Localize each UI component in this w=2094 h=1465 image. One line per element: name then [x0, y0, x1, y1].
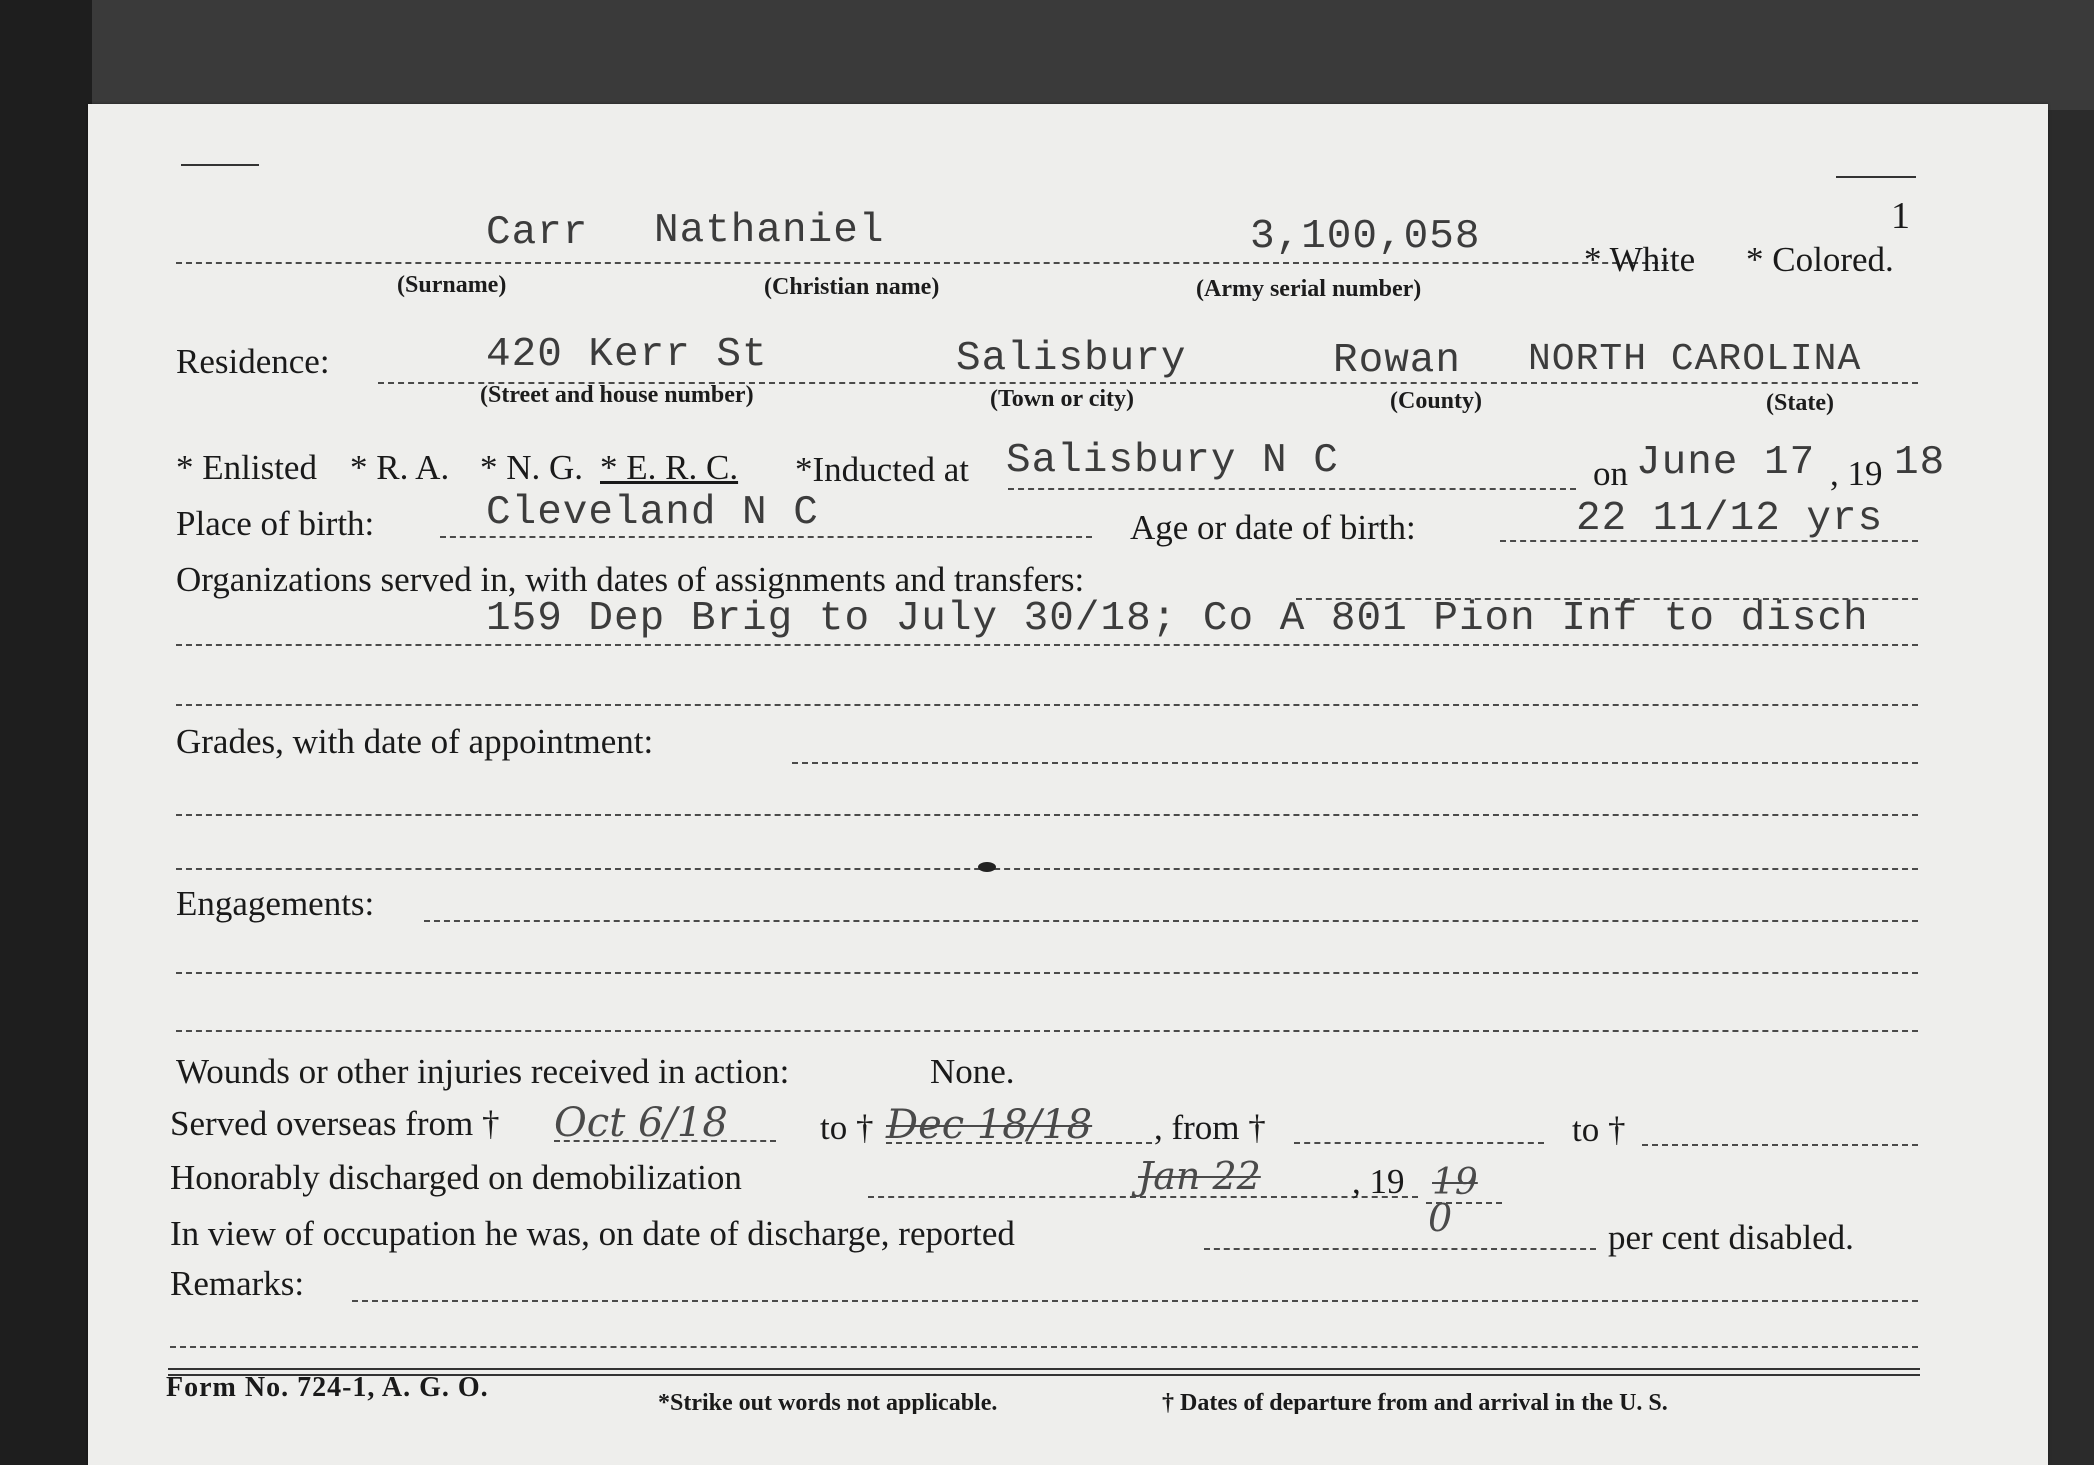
- on-label: on: [1593, 454, 1628, 493]
- grades-line-0: [792, 762, 1918, 764]
- organizations-value: 159 Dep Brig to July 30/18; Co A 801 Pion Inf to disch: [486, 596, 1869, 642]
- remarks-line-1: [170, 1346, 1918, 1348]
- erc-label: * E. R. C.: [600, 448, 739, 487]
- service-record-card: [88, 104, 2048, 1465]
- overseas-from2-line: [1294, 1142, 1544, 1144]
- inducted-at-value: Salisbury N C: [1006, 438, 1339, 484]
- dates-note: † Dates of departure from and arrival in the U. S.: [1162, 1390, 1668, 1414]
- engagements-label: Engagements:: [176, 884, 375, 923]
- discharge-date-value: Jan 22: [1138, 1154, 1261, 1198]
- residence-town-value: Salisbury: [956, 336, 1187, 382]
- organizations-label: Organizations served in, with dates of assignments and transfers:: [176, 560, 1085, 599]
- overseas-to-label: to †: [820, 1108, 874, 1147]
- discharge-year-value: 19: [1432, 1162, 1478, 1203]
- residence-label: Residence:: [176, 342, 330, 381]
- place-of-birth-label: Place of birth:: [176, 504, 375, 543]
- wounds-value: None.: [930, 1052, 1015, 1091]
- surname-value: Carr: [486, 210, 589, 256]
- served-overseas-label: Served overseas from †: [170, 1104, 500, 1143]
- town-caption: (Town or city): [990, 386, 1134, 412]
- engagements-line-0: [424, 920, 1918, 922]
- inducted-label: *Inducted at: [795, 450, 969, 489]
- strike-out-note: *Strike out words not applicable.: [658, 1390, 998, 1414]
- county-caption: (County): [1390, 388, 1483, 414]
- overseas-from-line: [554, 1140, 776, 1142]
- ra-label: * R. A.: [350, 448, 450, 487]
- discharge-year-prefix: , 19: [1352, 1162, 1405, 1201]
- race-colored: * Colored.: [1746, 240, 1894, 279]
- organizations-line-2: [176, 704, 1918, 706]
- form-number: Form No. 724-1, A. G. O.: [166, 1372, 489, 1403]
- age-value: 22 11/12 yrs: [1576, 496, 1884, 542]
- overseas-from2-label: , from †: [1154, 1108, 1266, 1147]
- wounds-label: Wounds or other injuries received in action:: [176, 1052, 790, 1091]
- remarks-label: Remarks:: [170, 1264, 305, 1303]
- organizations-line-1: [176, 644, 1918, 646]
- christian-name-value: Nathaniel: [654, 208, 885, 254]
- year-prefix-label: , 19: [1830, 454, 1883, 493]
- grades-label: Grades, with date of appointment:: [176, 722, 654, 761]
- grades-line-1: [176, 814, 1918, 816]
- street-caption: (Street and house number): [480, 382, 754, 408]
- overseas-to-line: [886, 1142, 1152, 1144]
- card-number: 1: [1891, 195, 1910, 237]
- birth-place-line: [440, 536, 1092, 538]
- grades-line-2: [176, 868, 1918, 870]
- overseas-to2-line: [1642, 1144, 1918, 1146]
- occupation-label: In view of occupation he was, on date of discharge, reported: [170, 1214, 1015, 1253]
- discharge-label: Honorably discharged on demobilization: [170, 1158, 742, 1197]
- footer-rule-1: [168, 1368, 1920, 1370]
- residence-state-value: NORTH CAROLINA: [1528, 338, 1862, 381]
- induction-date-value: June 17: [1636, 440, 1816, 486]
- scan-background-left: [0, 0, 92, 1465]
- overseas-to2-label: to †: [1572, 1110, 1626, 1149]
- residence-county-value: Rowan: [1333, 338, 1462, 384]
- place-of-birth-value: Cleveland N C: [486, 490, 819, 536]
- age-label: Age or date of birth:: [1130, 508, 1416, 547]
- state-caption: (State): [1766, 390, 1834, 416]
- ink-blot: [978, 862, 996, 872]
- overseas-to-value: Dec 18/18: [886, 1102, 1093, 1148]
- ng-label: * N. G.: [480, 448, 584, 487]
- serial-caption: (Army serial number): [1196, 276, 1422, 302]
- race-white: * White: [1584, 240, 1696, 279]
- overseas-from-value: Oct 6/18: [554, 1100, 728, 1146]
- inducted-line: [1008, 488, 1576, 490]
- name-line: [176, 262, 1668, 264]
- surname-caption: (Surname): [397, 272, 507, 298]
- christian-caption: (Christian name): [764, 274, 940, 300]
- induction-year-value: 18: [1894, 440, 1946, 486]
- enlisted-label: * Enlisted: [176, 448, 317, 487]
- scan-background-top: [0, 0, 2094, 110]
- engagements-line-2: [176, 1030, 1918, 1032]
- serial-number-value: 3,100,058: [1250, 214, 1481, 260]
- top-left-rule: [181, 164, 259, 166]
- age-line: [1500, 540, 1918, 542]
- remarks-line-0: [352, 1300, 1918, 1302]
- residence-street-value: 420 Kerr St: [486, 332, 768, 378]
- top-right-rule: [1836, 176, 1916, 178]
- per-cent-disabled-label: per cent disabled.: [1608, 1218, 1854, 1257]
- percent-disabled-value: 0: [1428, 1196, 1453, 1240]
- engagements-line-1: [176, 972, 1918, 974]
- percent-disabled-line: [1204, 1248, 1596, 1250]
